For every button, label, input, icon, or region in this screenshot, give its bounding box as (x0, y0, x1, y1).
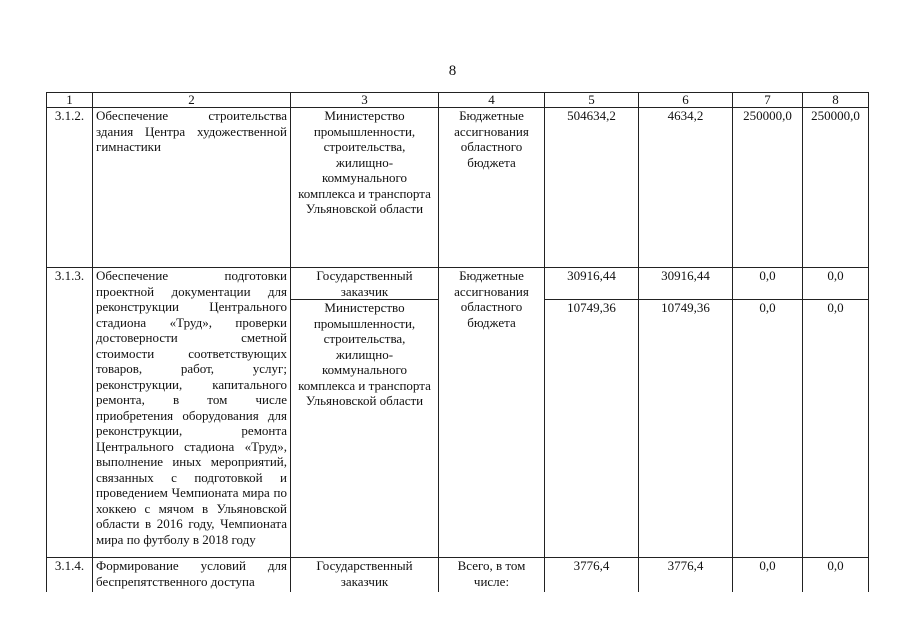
row-value-col6: 30916,44 (639, 268, 733, 300)
row-value-col8: 0,0 (803, 268, 869, 300)
row-value-col6: 3776,4 (639, 558, 733, 592)
header-cell: 2 (93, 93, 291, 108)
program-table (46, 92, 869, 592)
row-executor: Министерство промышленности, строительства, жилищно-коммунального комплекса и транспорта Ульяновской области (291, 108, 439, 268)
table-row (47, 558, 869, 592)
page-number: 8 (448, 63, 457, 79)
header-cell: 3 (291, 93, 439, 108)
row-funding-source: Бюджетные ассигнования областного бюджета (439, 108, 545, 268)
row-value-col8: 250000,0 (803, 108, 869, 268)
table-row (47, 108, 869, 268)
row-value-col7: 250000,0 (733, 108, 803, 268)
header-cell: 5 (545, 93, 639, 108)
row-funding-source: Всего, в том числе: (439, 558, 545, 592)
header-row (47, 93, 869, 108)
header-cell: 4 (439, 93, 545, 108)
row-funding-source: Бюджетные ассигнования областного бюджета (439, 268, 545, 558)
row-value-col7: 0,0 (733, 300, 803, 558)
row-number: 3.1.4. (47, 558, 93, 592)
row-value-col7: 0,0 (733, 268, 803, 300)
header-cell: 6 (639, 93, 733, 108)
row-description: Обеспечение подготовки проектной документации для реконструкции Центрального стадиона «Труд», проверки достоверности сметной стоимости соответствующих товаров, работ, услуг; реконструкции, капитального ремонта, в том числе приобретения оборудования для реконструкции, ремонта Центрального стадиона «Труд», выполнение иных мероприятий, связанных с подготовкой и проведением Чемпионата мира по хоккею с мячом в Ульяновской области в 2016 году, Чемпионата мира по футболу в 2018 году (93, 268, 291, 558)
row-value-col5: 10749,36 (545, 300, 639, 558)
header-cell: 7 (733, 93, 803, 108)
row-number: 3.1.3. (47, 268, 93, 558)
row-description: Обеспечение строительства здания Центра художественной гимнастики (93, 108, 291, 268)
header-cell: 8 (803, 93, 869, 108)
row-value-col6: 4634,2 (639, 108, 733, 268)
row-description: Формирование условий для беспрепятственного доступа (93, 558, 291, 592)
row-executor: Министерство промышленности, строительства, жилищно-коммунального комплекса и транспорта Ульяновской области (291, 300, 439, 558)
row-value-col5: 504634,2 (545, 108, 639, 268)
table-row (47, 268, 869, 300)
row-value-col8: 0,0 (803, 300, 869, 558)
row-value-col5: 30916,44 (545, 268, 639, 300)
row-value-col7: 0,0 (733, 558, 803, 592)
row-executor: Государственный заказчик (291, 558, 439, 592)
row-number: 3.1.2. (47, 108, 93, 268)
row-executor: Государственный заказчик (291, 268, 439, 300)
row-value-col6: 10749,36 (639, 300, 733, 558)
row-value-col8: 0,0 (803, 558, 869, 592)
header-cell: 1 (47, 93, 93, 108)
row-value-col5: 3776,4 (545, 558, 639, 592)
